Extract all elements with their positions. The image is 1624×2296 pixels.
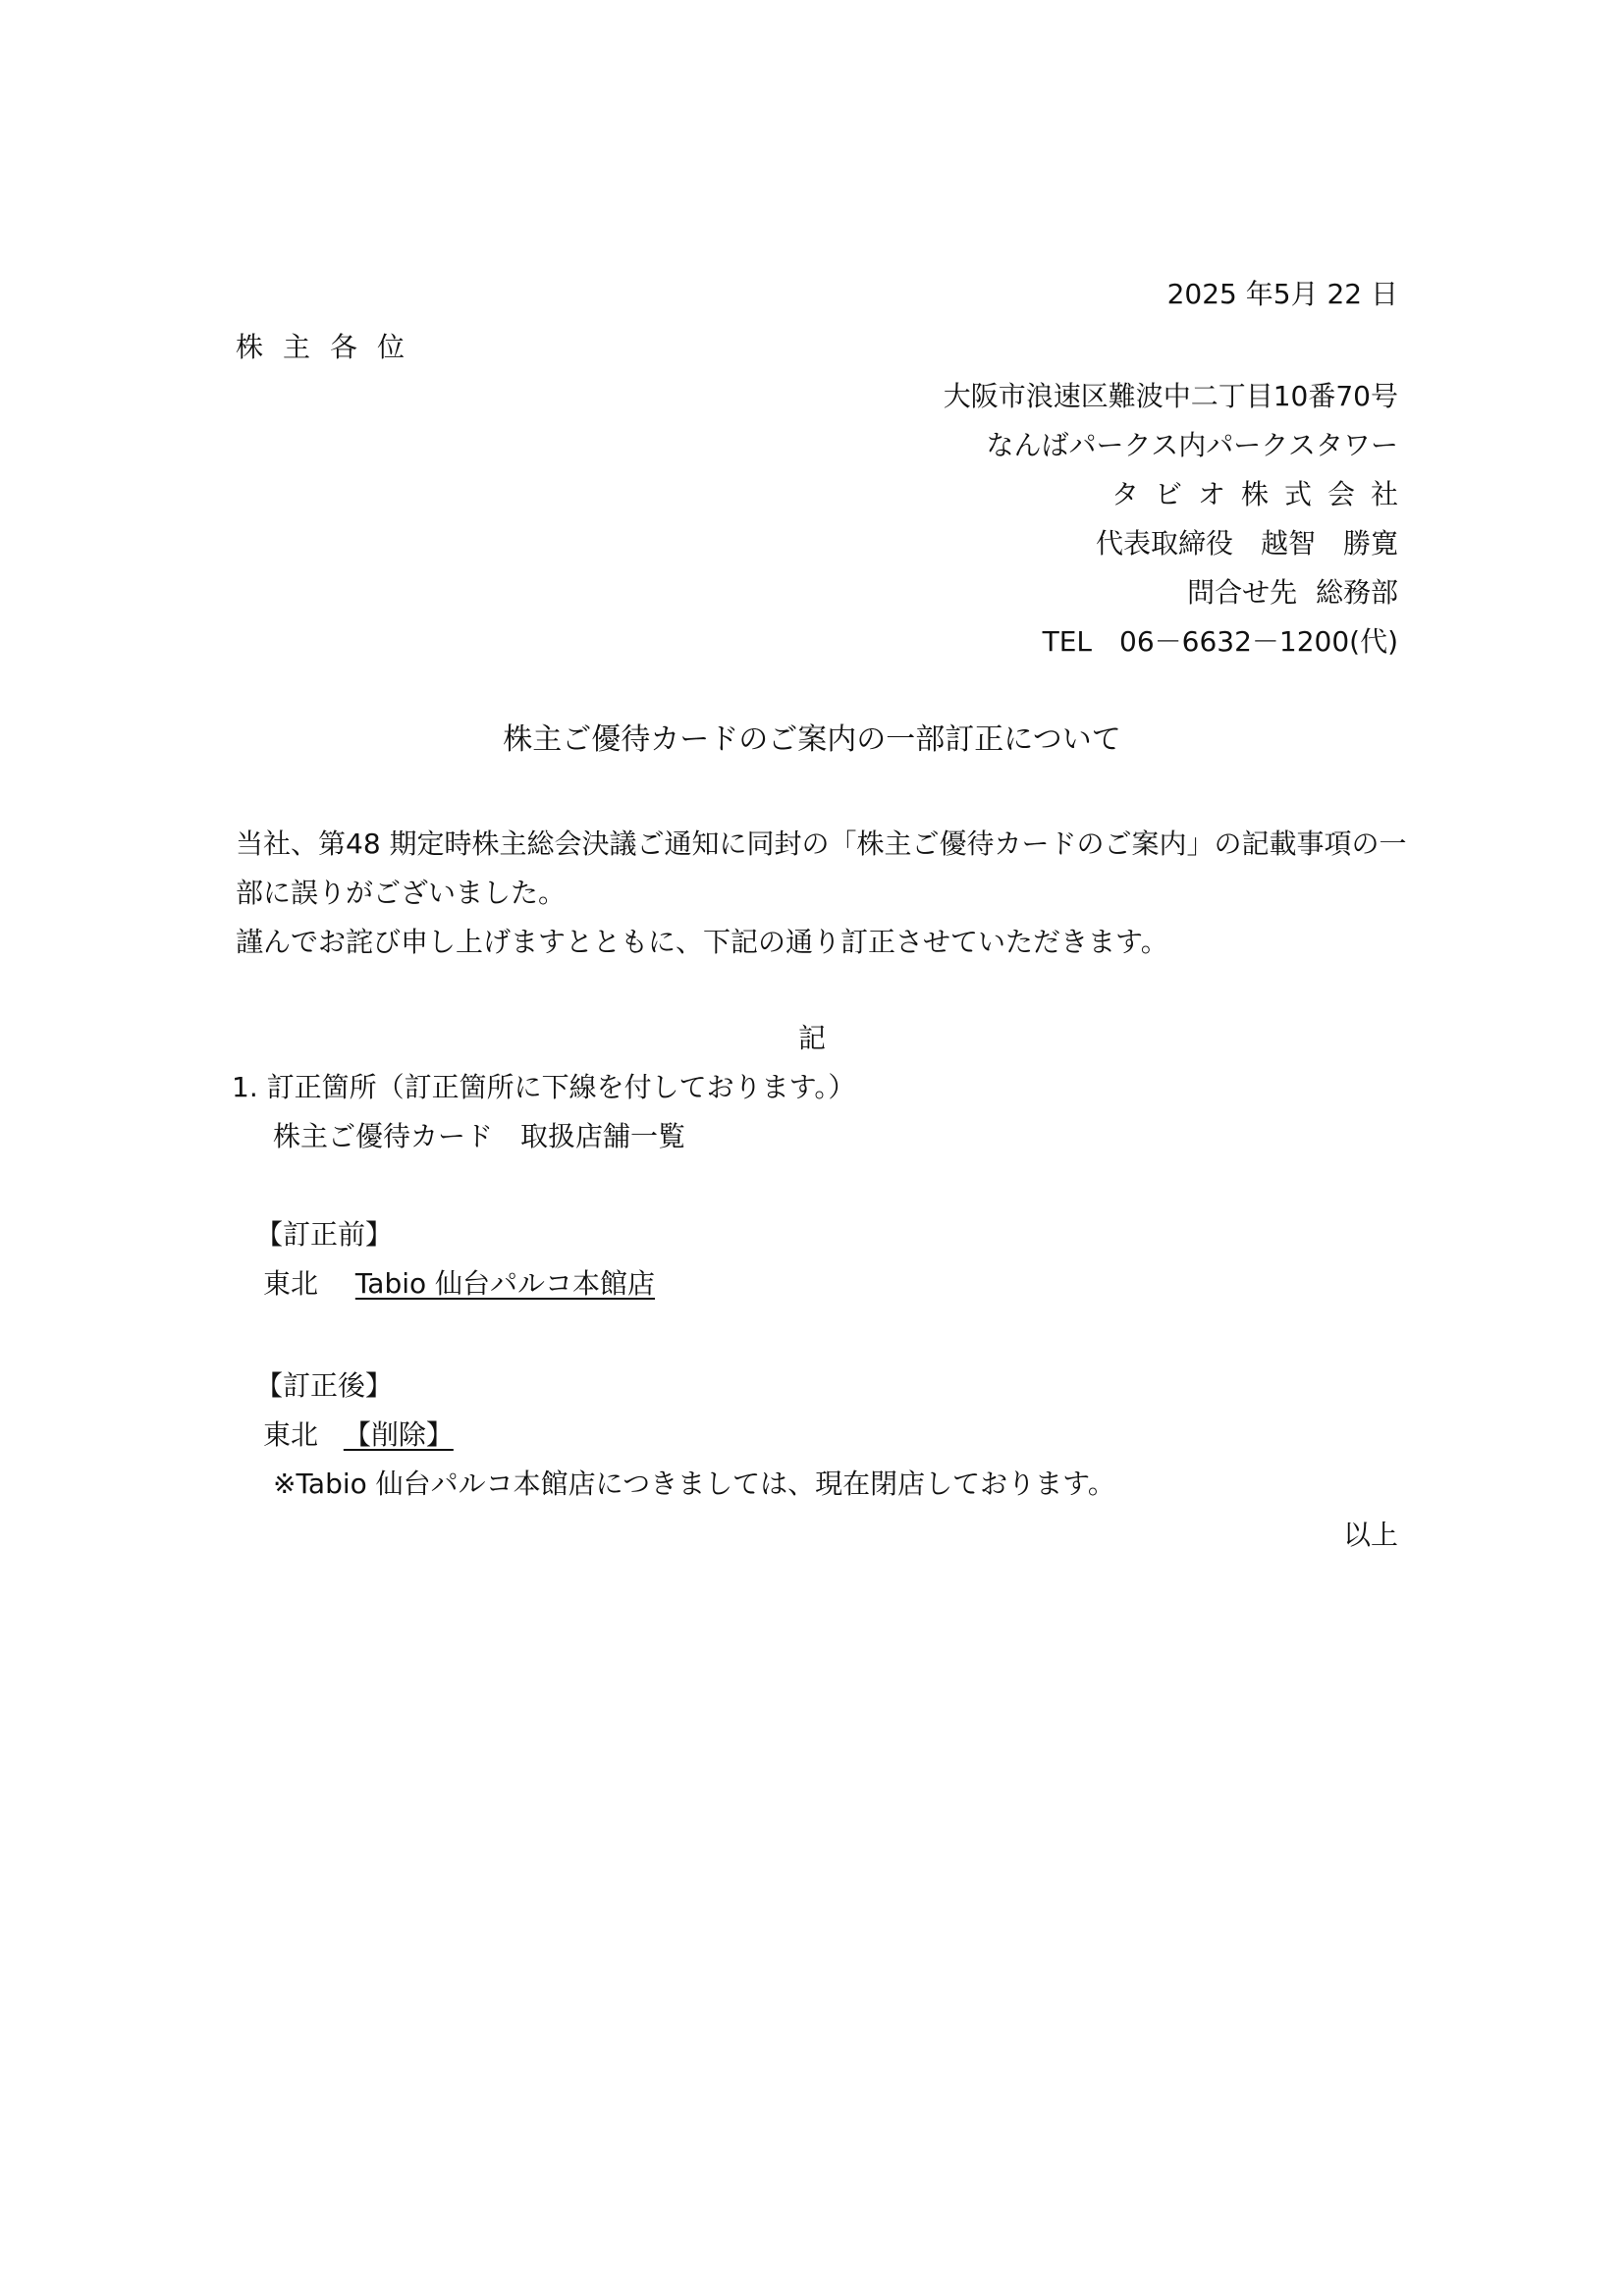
closing: 以上	[1342, 1519, 1398, 1551]
sender-tel: TEL 06－6632－1200(代)	[1042, 625, 1398, 658]
after-region: 東北	[263, 1418, 319, 1451]
sender-company: タビオ株式会社	[1110, 478, 1414, 510]
sender-building: なんばパークス内パークスタワー	[986, 429, 1398, 461]
before-region: 東北	[263, 1267, 319, 1300]
after-label: 【訂正後】	[255, 1369, 394, 1402]
before-store: Tabio 仙台パルコ本館店	[354, 1267, 656, 1300]
item1-subject: 株主ご優待カード 取扱店舗一覧	[273, 1120, 686, 1152]
item1-heading: 1. 訂正箇所（訂正箇所に下線を付しております。）	[232, 1071, 856, 1103]
body-line-1: 当社、第48 期定時株主総会決議ご通知に同封の「株主ご優待カードのご案内」の記載事項の一	[236, 828, 1407, 860]
body-line-2: 部に誤りがございました。	[236, 877, 567, 909]
after-note: ※Tabio 仙台パルコ本館店につきましては、現在閉店しております。	[273, 1468, 1115, 1500]
after-store: 【削除】	[343, 1418, 454, 1451]
sender-address: 大阪市浪速区難波中二丁目10番70号	[943, 380, 1398, 412]
ki-heading: 記	[797, 1022, 826, 1054]
document-title: 株主ご優待カードのご案内の一部訂正について	[503, 722, 1121, 757]
body-line-3: 謹んでお詫び申し上げますとともに、下記の通り訂正させていただきます。	[236, 926, 1168, 958]
document-date: 2025 年5月 22 日	[1166, 278, 1398, 310]
before-label: 【訂正前】	[255, 1218, 394, 1251]
addressee: 株主各位	[236, 331, 425, 363]
after-entry	[263, 1417, 454, 1453]
before-entry	[263, 1266, 655, 1302]
sender-representative: 代表取締役 越智 勝寛	[1095, 527, 1398, 560]
sender-contact: 問合せ先 総務部	[1187, 576, 1398, 609]
